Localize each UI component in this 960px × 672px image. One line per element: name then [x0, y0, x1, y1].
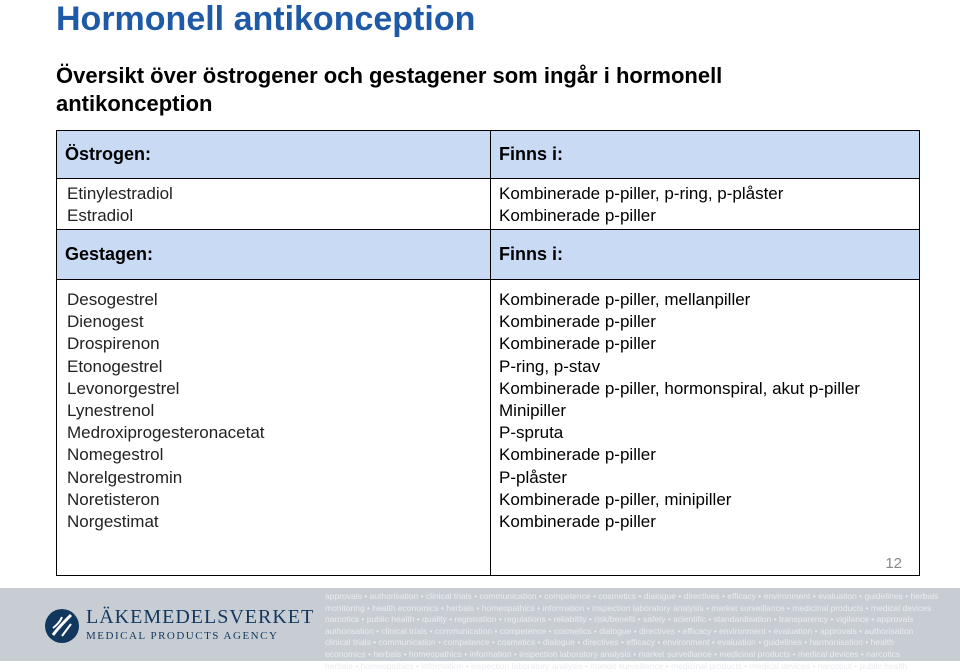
- gestagen-found-item: P-ring, p-stav: [499, 356, 601, 376]
- footer-word-line: economics • herbals • homeopathics • information • inspection laboratory analysis • market surveillance • medicinal products • medical devices • narcotics: [325, 648, 901, 659]
- gestagen-found-item: Kombinerade p-piller: [499, 445, 656, 465]
- footer-word-line: approvals • authorisation • clinical trials • communication • competence • cosmetics • dialogue • directives • efficacy • environment • evaluation • guidelines • herbals: [325, 591, 939, 601]
- gestagen-found-item: Kombinerade p-piller, hormonspiral, akut p-piller: [499, 378, 860, 398]
- gestagen-item: Lynestrenol: [67, 401, 155, 421]
- gestagen-found-header: Finns i:: [491, 230, 919, 280]
- gestagen-header: Gestagen:: [57, 230, 490, 280]
- gestagen-item: Desogestrel: [67, 290, 158, 309]
- gestagen-item: Etonogestrel: [67, 356, 163, 376]
- gestagen-item: Drospirenon: [67, 334, 160, 354]
- footer-word-line: narcotics • public health • quality • registration • regulations • reliability • risk/benefit • safety • scientific • standardisation • transparency • vigilance • approvals: [325, 614, 914, 625]
- column-divider: [490, 131, 491, 575]
- gestagen-found-list: [499, 289, 860, 533]
- gestagen-found-item: Kombinerade p-piller, minipiller: [499, 489, 732, 509]
- gestagen-found-item: Kombinerade p-piller, mellanpiller: [499, 290, 751, 309]
- footer-word-cloud: [325, 591, 957, 672]
- gestagen-found-item: Kombinerade p-piller: [499, 512, 656, 532]
- gestagen-item: Dienogest: [67, 312, 144, 332]
- gestagen-found-item: Kombinerade p-piller: [499, 334, 656, 354]
- gestagen-item: Norgestimat: [67, 512, 159, 532]
- footer-word-line: authorisation • clinical trials • communication • competence • cosmetics • dialogue • directives • efficacy • environment • evaluation • approvals • authorisation: [325, 625, 914, 636]
- gestagen-found-item: Minipiller: [499, 401, 567, 421]
- gestagen-found-item: Kombinerade p-piller: [499, 312, 656, 332]
- estrogen-found-item: Kombinerade p-piller, p-ring, p-plåster: [499, 184, 784, 203]
- footer-banner: [0, 588, 960, 671]
- logo-tagline: MEDICAL PRODUCTS AGENCY: [86, 630, 279, 642]
- estrogen-found-header: Finns i:: [491, 131, 919, 179]
- footer-word-line: monitoring • health economics • herbals • homeopathics • information • inspection laboratory analysis • market surveillance • medicinal products • medical devices: [325, 602, 932, 613]
- page-number: 12: [885, 555, 902, 572]
- page-subtitle: Översikt över östrogener och gestagener som ingår i hormonell antikonception: [56, 63, 723, 116]
- gestagen-item: Levonorgestrel: [67, 378, 180, 398]
- footer-word-line: clinical trials • communication • competence • cosmetics • dialogue • directives • efficacy • environment • evaluation • guidelines • harmonisation • health: [325, 637, 894, 648]
- logo-name: LÄKEMEDELSVERKET: [86, 606, 315, 628]
- estrogen-item: Estradiol: [67, 206, 134, 226]
- estrogen-found-item: Kombinerade p-piller: [499, 206, 656, 226]
- gestagen-item: Nomegestrol: [67, 445, 164, 465]
- gestagen-found-item: P-plåster: [499, 467, 568, 487]
- estrogen-list: [67, 183, 173, 227]
- estrogen-header: Östrogen:: [57, 131, 490, 179]
- estrogen-found-list: [499, 183, 783, 227]
- gestagen-item: Norelgestromin: [67, 467, 183, 487]
- hormone-table: [56, 130, 920, 576]
- gestagen-found-item: P-spruta: [499, 423, 564, 443]
- page-title: Hormonell antikonception: [56, 0, 476, 38]
- estrogen-item: Etinylestradiol: [67, 184, 173, 203]
- gestagen-list: [67, 289, 265, 533]
- footer-word-line: herbals • homeopathics • information • inspection laboratory analysis • market surveillance • medicinal products • medical devices • narcotics • public health: [325, 660, 908, 671]
- gestagen-item: Noretisteron: [67, 489, 160, 509]
- gestagen-item: Medroxiprogesteronacetat: [67, 423, 265, 443]
- lakemedelsverket-logo-icon: [44, 608, 80, 644]
